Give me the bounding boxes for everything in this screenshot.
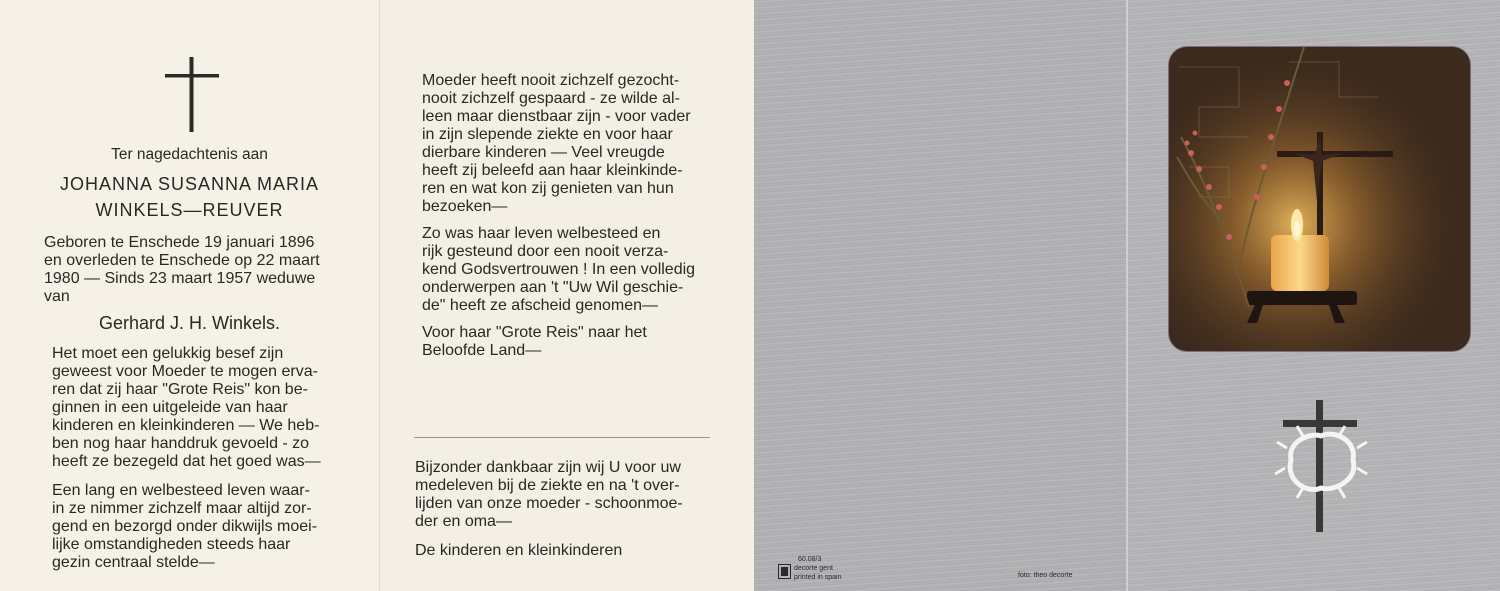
text-line: lijke omstandigheden steeds haar	[52, 536, 291, 553]
text-line: Voor haar "Grote Reis" naar het	[422, 324, 647, 341]
text-line: bezoeken—	[422, 198, 508, 215]
husband-name: Gerhard J. H. Winkels.	[98, 313, 281, 333]
text-line: Het moet een gelukkig besef zijn	[52, 345, 284, 362]
text-line: gend en bezorgd onder dikwijls moei-	[52, 518, 318, 535]
text-line: Moeder heeft nooit zichzelf gezocht-	[422, 72, 680, 89]
text-line: Zo was haar leven welbesteed en	[422, 225, 661, 242]
text-line: in zijn slepende ziekte en voor haar	[422, 126, 673, 143]
front-cover	[1126, 0, 1500, 591]
text-line: ben nog haar handdruk gevoeld - zo	[52, 435, 310, 452]
publisher-logo-icon	[778, 564, 791, 579]
text-line: geweest voor Moeder te mogen erva-	[52, 363, 318, 380]
back-cover	[754, 0, 1126, 591]
text-line: heeft ze bezegeld dat het goed was—	[52, 453, 321, 470]
divider-line	[414, 437, 710, 438]
text-line: kend Godsvertrouwen ! In een volledig	[422, 261, 696, 278]
latin-cross-icon	[165, 57, 219, 132]
text-line: rijk gesteund door een nooit verza-	[422, 243, 669, 260]
text-line: heeft zij beleefd aan haar kleinkinde-	[422, 162, 683, 179]
text-line: ginnen in een uitgeleide van haar	[52, 399, 288, 416]
text-line: gezin centraal stelde—	[52, 554, 215, 571]
thanks-line: der en oma—	[415, 513, 512, 530]
birth-line: van	[44, 288, 70, 305]
cross-with-crown-of-thorns-icon	[1273, 400, 1369, 532]
birth-line: en overleden te Enschede op 22 maart	[44, 252, 320, 269]
left-inner-page	[0, 0, 379, 591]
photo-credit: foto: theo decorte	[1018, 572, 1073, 579]
family-signature: De kinderen en kleinkinderen	[415, 542, 623, 559]
right-inner-page	[379, 0, 754, 591]
printed-in: printed in spain	[794, 574, 842, 581]
text-line: dierbare kinderen — Veel vreugde	[422, 144, 665, 161]
deceased-name-line2: WINKELS—REUVER	[95, 200, 284, 220]
birth-line: Geboren te Enschede 19 januari 1896	[44, 234, 315, 251]
publisher-name: decorte gent	[794, 565, 833, 572]
deceased-name-line1: JOHANNA SUSANNA MARIA	[59, 174, 320, 194]
birth-line: 1980 — Sinds 23 maart 1957 weduwe	[44, 270, 316, 287]
thanks-line: medeleven bij de ziekte en na 't over-	[415, 477, 680, 494]
text-line: ren en wat kon zij genieten van hun	[422, 180, 674, 197]
print-code: 60.08/3	[798, 556, 822, 563]
text-line: de" heeft ze afscheid genomen—	[422, 297, 659, 314]
text-line: nooit zichzelf gespaard - ze wilde al-	[422, 90, 680, 107]
text-line: onderwerpen aan 't "Uw Wil geschie-	[422, 279, 684, 296]
text-line: Beloofde Land—	[422, 342, 542, 359]
text-line: Een lang en welbesteed leven waar-	[52, 482, 310, 499]
text-line: ren dat zij haar "Grote Reis" kon be-	[52, 381, 308, 398]
memorial-intro: Ter nagedachtenis aan	[111, 146, 268, 163]
candle-crucifix-photo	[1169, 47, 1470, 351]
thanks-line: lijden van onze moeder - schoonmoe-	[415, 495, 683, 512]
text-line: leen maar dienstbaar zijn - voor vader	[422, 108, 691, 125]
text-line: kinderen en kleinkinderen — We heb-	[52, 417, 320, 434]
candle-crucifix-heather-photo	[1169, 47, 1470, 351]
thanks-line: Bijzonder dankbaar zijn wij U voor uw	[415, 459, 681, 476]
text-line: in ze nimmer zichzelf maar altijd zor-	[52, 500, 312, 517]
